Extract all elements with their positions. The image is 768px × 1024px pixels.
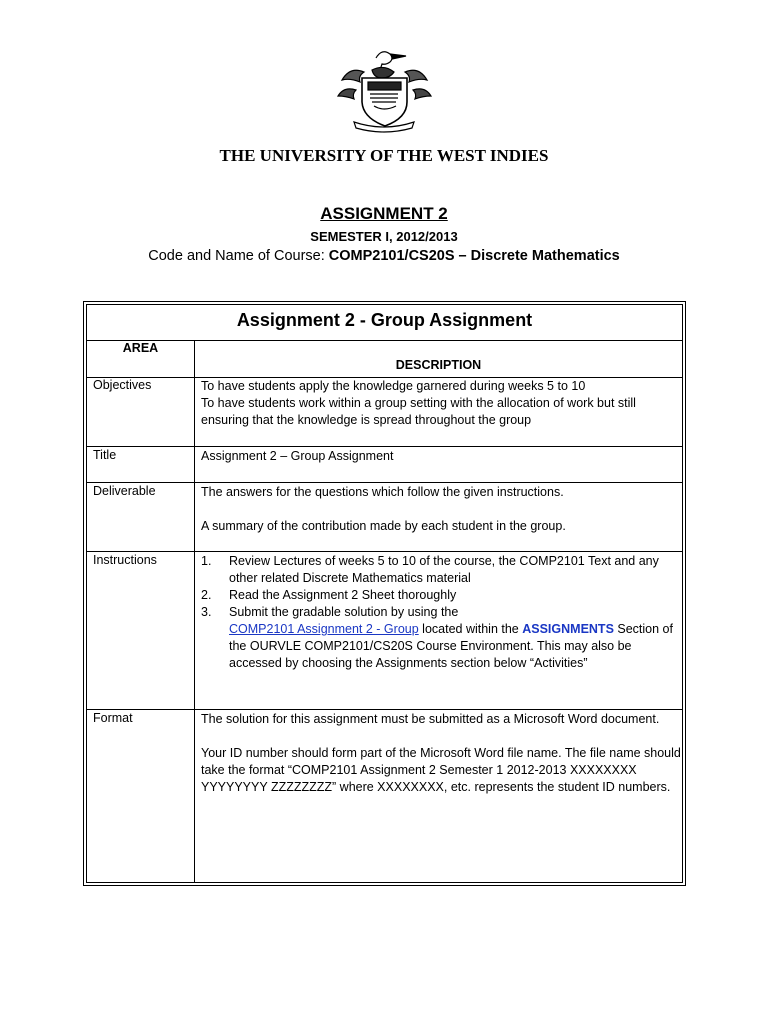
assignment-table-inner bbox=[86, 304, 683, 883]
objectives-label: Objectives bbox=[93, 378, 152, 392]
row-divider bbox=[87, 446, 682, 447]
objective-line: To have students apply the knowledge garnered during weeks 5 to 10 bbox=[201, 379, 586, 393]
row-divider bbox=[87, 482, 682, 483]
assignment-heading: ASSIGNMENT 2 bbox=[320, 204, 448, 223]
row-divider bbox=[87, 551, 682, 552]
instructions-list bbox=[201, 553, 685, 672]
university-crest-pelican-icon bbox=[332, 40, 437, 135]
item-number: 1. bbox=[201, 554, 212, 568]
course-line bbox=[0, 248, 768, 264]
format-text bbox=[201, 711, 685, 796]
assignments-emphasis: ASSIGNMENTS bbox=[522, 622, 614, 636]
table-title: Assignment 2 - Group Assignment bbox=[236, 310, 533, 330]
list-item bbox=[201, 587, 685, 604]
item-number: 3. bbox=[201, 605, 212, 619]
format-p1: The solution for this assignment must be submitted as a Microsoft Word document. bbox=[201, 712, 660, 726]
item-number: 2. bbox=[201, 588, 212, 602]
assignment-submission-link[interactable]: COMP2101 Assignment 2 - Group bbox=[229, 622, 419, 636]
item-text: Review Lectures of weeks 5 to 10 of the course, the COMP2101 Text and any other related Discrete Mathematics material bbox=[229, 554, 659, 585]
format-p2: Your ID number should form part of the Microsoft Word file name. The file name should take the format “COMP2101 Assignment 2 Semester 1 2012-2013 XXXXXXXX YYYYYYYY ZZZZZZZZ” where XXXXXXXX, etc. represents the student ID numbers. bbox=[201, 746, 681, 794]
column-header-area: AREA bbox=[122, 341, 159, 355]
course-name: COMP2101/CS20S – Discrete Mathematics bbox=[328, 248, 620, 264]
format-label: Format bbox=[93, 711, 133, 725]
item-text: Section of the OURVLE COMP2101/CS20S Course Environment. This may also be accessed by choosing the Assignments section below “Activities” bbox=[229, 622, 673, 670]
column-divider bbox=[194, 340, 195, 882]
deliverable-text bbox=[201, 484, 685, 535]
list-item bbox=[201, 604, 685, 672]
row-divider bbox=[87, 709, 682, 710]
item-text: located within the bbox=[418, 622, 523, 636]
deliverable-p2: A summary of the contribution made by each student in the group. bbox=[201, 519, 566, 533]
title-text: Assignment 2 – Group Assignment bbox=[201, 449, 394, 463]
university-name: THE UNIVERSITY OF THE WEST INDIES bbox=[219, 146, 549, 165]
instructions-label: Instructions bbox=[93, 553, 157, 567]
deliverable-label: Deliverable bbox=[93, 484, 156, 498]
objectives-text bbox=[201, 378, 685, 429]
objective-line: To have students work within a group setting with the allocation of work but still ensuring that the knowledge is spread throughout the group bbox=[201, 396, 636, 427]
semester-line: SEMESTER I, 2012/2013 bbox=[310, 229, 458, 244]
title-label: Title bbox=[93, 448, 117, 462]
course-prefix: Code and Name of Course: bbox=[148, 248, 329, 264]
assignment-table bbox=[83, 301, 686, 886]
column-header-description: DESCRIPTION bbox=[395, 358, 482, 372]
deliverable-p1: The answers for the questions which follow the given instructions. bbox=[201, 485, 564, 499]
list-item bbox=[201, 553, 685, 587]
item-text: Read the Assignment 2 Sheet thoroughly bbox=[229, 588, 457, 602]
item-text: Submit the gradable solution by using the bbox=[229, 605, 459, 619]
